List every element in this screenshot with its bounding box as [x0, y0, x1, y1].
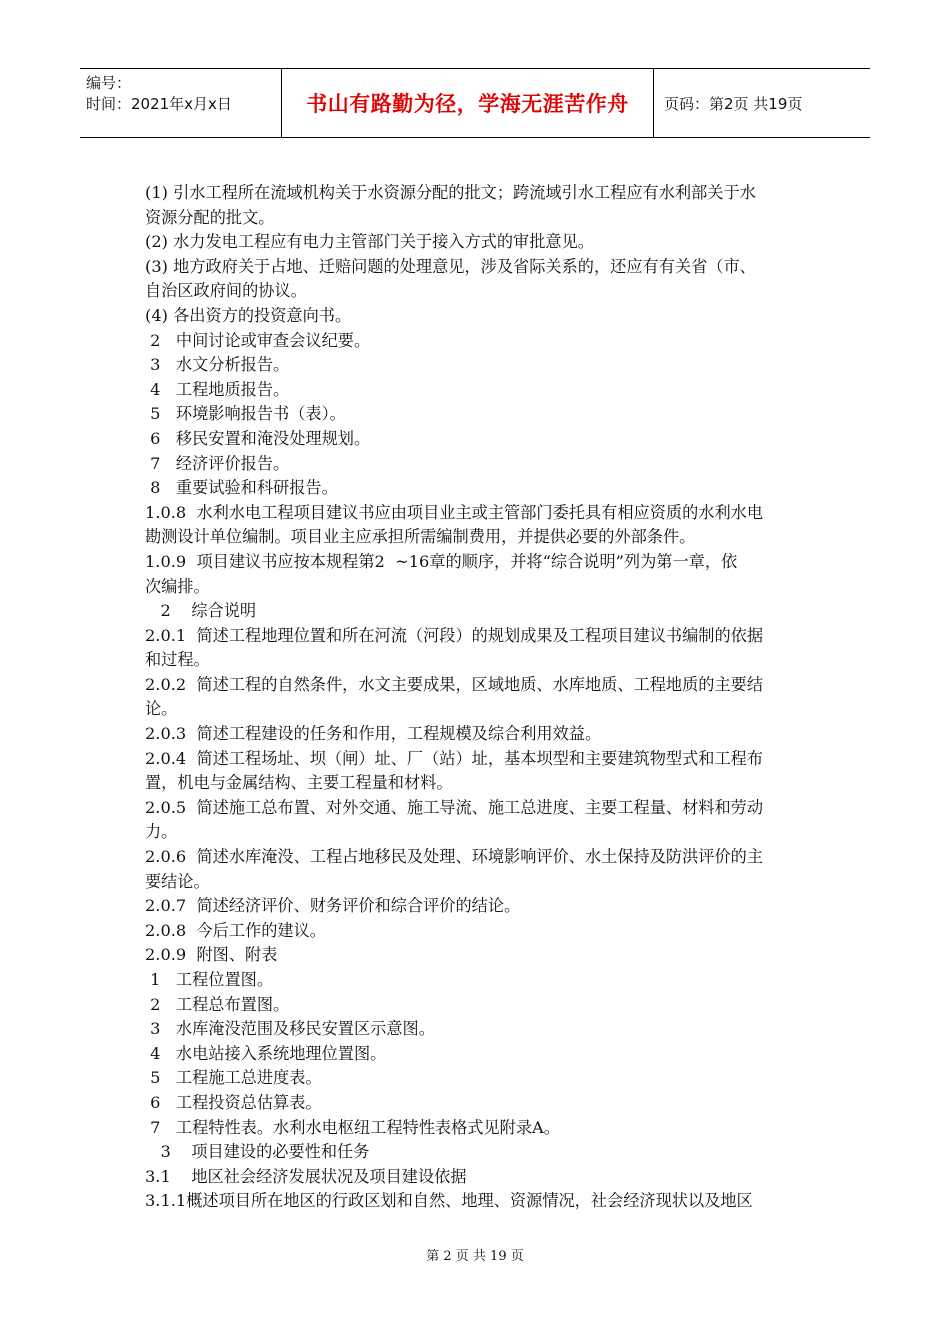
text-line: 5 工程施工总进度表。 [145, 1068, 322, 1088]
text-line: 8 重要试验和科研报告。 [145, 478, 338, 498]
text-line: 7 经济评价报告。 [145, 453, 290, 473]
text-line: 1.0.8 水利水电工程项目建议书应由项目业主或主管部门委托具有相应资质的水利水电 [145, 502, 764, 522]
text-line: 2 工程总布置图。 [145, 994, 290, 1014]
text-line: 3 水库淹没范围及移民安置区示意图。 [145, 1019, 435, 1039]
page-footer: 第 2 页 共 19 页 [426, 1249, 524, 1264]
text-line: 力。 [145, 822, 178, 842]
text-line: 3 项目建设的必要性和任务 [145, 1142, 370, 1162]
text-line: (1) 引水工程所在流域机构关于水资源分配的批文；跨流域引水工程应有水利部关于水 [145, 183, 756, 202]
text-line: 自治区政府间的协议。 [145, 281, 307, 301]
text-line: 2.0.5 简述施工总布置、对外交通、施工导流、施工总进度、主要工程量、材料和劳动 [145, 797, 764, 817]
text-line: 次编排。 [145, 576, 210, 596]
document-body [145, 181, 885, 1214]
text-line: 5 环境影响报告书（表）。 [145, 404, 346, 424]
header-motto: 书山有路勤为径，学海无涯苦作舟 [282, 69, 654, 137]
text-line: 2.0.9 附图、附表 [145, 945, 278, 965]
text-line: (3) 地方政府关于占地、迁赔问题的处理意见，涉及省际关系的，还应有有关省（市、 [145, 256, 756, 276]
text-line: 1 工程位置图。 [145, 970, 274, 989]
text-line: 2.0.7 简述经济评价、财务评价和综合评价的结论。 [145, 896, 521, 916]
text-line: 2.0.2 简述工程的自然条件，水文主要成果，区域地质、水库地质、工程地质的主要结 [145, 674, 764, 694]
text-line: 资源分配的批文。 [145, 207, 275, 227]
text-line: 勘测设计单位编制。项目业主应承担所需编制费用，并提供必要的外部条件。 [145, 527, 696, 547]
header-page-info: 页码：第2页 共19页 [664, 94, 803, 113]
text-line: 和过程。 [145, 650, 210, 670]
text-line: 4 工程地质报告。 [145, 379, 290, 399]
text-line: 2.0.1 简述工程地理位置和所在河流（河段）的规划成果及工程项目建议书编制的依据 [145, 625, 764, 645]
document-number-label: 编号： [86, 74, 132, 92]
text-line: 2 综合说明 [145, 601, 257, 621]
text-line: (2) 水力发电工程应有电力主管部门关于接入方式的审批意见。 [145, 232, 594, 252]
text-line: 4 水电站接入系统地理位置图。 [145, 1043, 387, 1063]
text-line: 6 工程投资总估算表。 [145, 1092, 322, 1112]
text-line: 6 移民安置和淹没处理规划。 [145, 428, 371, 448]
text-line: 1.0.9 项目建议书应按本规程第2 ~16章的顺序，并将“综合说明”列为第一章，依 [145, 551, 738, 571]
document-date: 时间：2021年x月x日 [86, 95, 232, 113]
text-line: 2 中间讨论或审查会议纪要。 [145, 330, 371, 350]
page-header [80, 68, 870, 138]
text-line: 3 水文分析报告。 [145, 355, 290, 375]
text-line: 3.1.1概述项目所在地区的行政区划和自然、地理、资源情况，社会经济现状以及地区 [145, 1191, 753, 1211]
text-line: 7 工程特性表。水利水电枢纽工程特性表格式见附录A。 [145, 1117, 560, 1137]
text-line: 2.0.4 简述工程场址、坝（闸）址、厂（站）址，基本坝型和主要建筑物型式和工程布 [145, 748, 764, 768]
text-line: 2.0.3 简述工程建设的任务和作用，工程规模及综合利用效益。 [145, 724, 602, 744]
text-line: 2.0.6 简述水库淹没、工程占地移民及处理、环境影响评价、水土保持及防洪评价的主 [145, 847, 764, 867]
text-line: 要结论。 [145, 871, 210, 891]
text-line: 3.1 地区社会经济发展状况及项目建设依据 [145, 1166, 467, 1186]
text-line: 2.0.8 今后工作的建议。 [145, 920, 326, 940]
text-line: 论。 [145, 699, 178, 719]
text-line: (4) 各出资方的投资意向书。 [145, 305, 352, 325]
header-meta [80, 69, 282, 137]
text-line: 置，机电与金属结构、主要工程量和材料。 [145, 773, 453, 793]
